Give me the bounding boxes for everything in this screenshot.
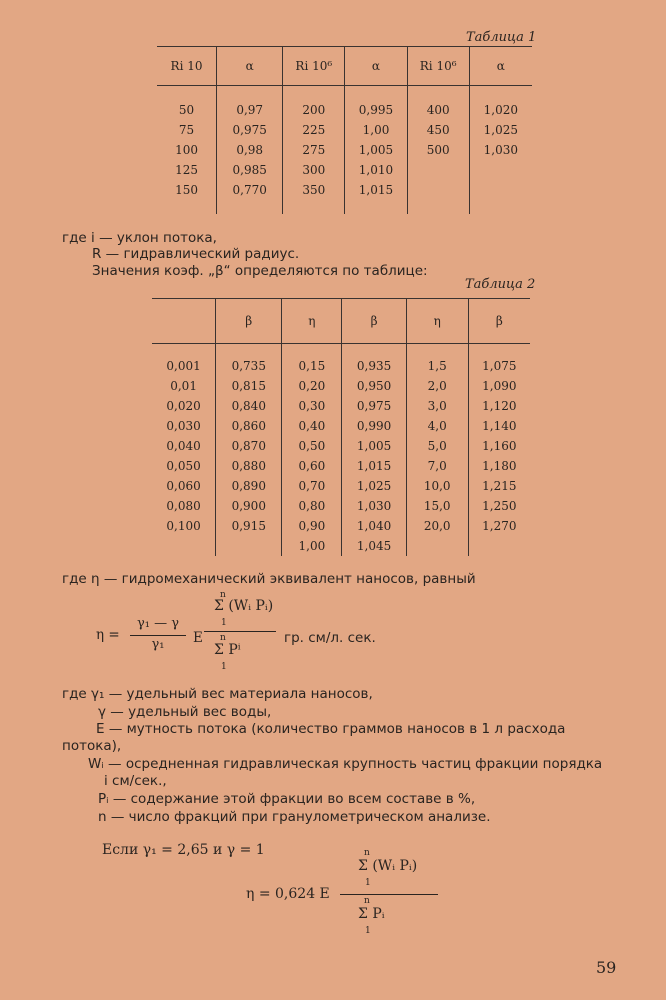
table2-cell: 0,735 [216, 356, 282, 376]
table2-cell: 0,950 [342, 376, 406, 396]
table1-cell: 1,020 [469, 100, 532, 120]
table2-cell: 0,50 [282, 436, 342, 456]
table1-cell: 50 [178, 103, 195, 117]
table1-cell: 300 [283, 160, 345, 180]
formula1-num-sum-upper: n [220, 590, 226, 600]
table1-cell: 450 [407, 120, 469, 140]
table1-cell: 0,770 [217, 180, 283, 200]
formula2-num-sum-upper: n [364, 848, 370, 858]
formula2-denominator: Σ Pᵢ [358, 906, 385, 922]
table2-cell: 10,0 [406, 476, 468, 496]
table2-cell: 0,890 [216, 476, 282, 496]
def-gamma1: где γ₁ — удельный вес материала наносов, [62, 686, 373, 702]
table2-cell: 1,015 [342, 456, 406, 476]
table2-cell: 0,860 [216, 416, 282, 436]
table1-cell: 0,985 [217, 160, 283, 180]
table1-cell: 1,015 [345, 180, 407, 200]
def-E-cont: потока), [62, 738, 122, 754]
table1-cell [407, 160, 469, 180]
formula1-gamma-denominator: γ₁ [151, 637, 165, 652]
table1-cell: 1,005 [345, 140, 407, 160]
formula2-fraction [340, 848, 440, 940]
formula2-num-sum-lower: 1 [365, 878, 371, 888]
formula2-den-sum-lower: 1 [365, 926, 371, 936]
table2-cell: 0,880 [216, 456, 282, 476]
formula1-gamma-numerator: γ₁ — γ [136, 616, 179, 631]
table2-cell: 1,025 [342, 476, 406, 496]
page-number: 59 [596, 958, 617, 977]
table2-cell: 1,270 [468, 516, 530, 536]
table-row [157, 140, 532, 160]
table2-cell: 0,900 [216, 496, 282, 516]
text-line-eta-intro: где η — гидромеханический эквивалент наносов, равный [62, 571, 476, 587]
formula2-lhs: η = 0,624 E [246, 886, 330, 902]
table1-cell: 225 [283, 120, 345, 140]
table-row [152, 396, 530, 416]
def-W-cont: i см/сек., [104, 773, 167, 789]
table-row [152, 416, 530, 436]
table2-cell [216, 536, 282, 556]
table1 [157, 46, 532, 214]
table2-cell: 5,0 [406, 436, 468, 456]
table1-caption: Таблица 1 [466, 30, 537, 45]
table1-cell [407, 180, 469, 200]
table2-cell: 0,915 [216, 516, 282, 536]
table2-cell: 0,100 [166, 519, 201, 533]
table-row [152, 456, 530, 476]
def-P: Pᵢ — содержание этой фракции во всем составе в %, [98, 791, 476, 807]
formula1-E: E [193, 630, 203, 646]
formula1-num-sum-lower: 1 [221, 618, 227, 628]
table-row [157, 120, 532, 140]
table-row [152, 536, 530, 556]
table2-cell: 1,120 [468, 396, 530, 416]
table2-cell: 0,020 [166, 399, 201, 413]
table1-cell: 1,025 [469, 120, 532, 140]
table2-cell [406, 536, 468, 556]
table2-header: β [216, 299, 282, 344]
table2-cell: 0,870 [216, 436, 282, 456]
def-W: Wᵢ — осредненная гидравлическая крупность частиц фракции порядка [88, 756, 603, 772]
table2-header-row [152, 299, 530, 344]
table1-header: Ri 10 [157, 47, 217, 86]
formula2-den-sum-upper: n [364, 896, 370, 906]
table1-cell: 1,030 [469, 140, 532, 160]
table2-header: η [406, 299, 468, 344]
table2-cell: 0,815 [216, 376, 282, 396]
table1-header: Ri 10⁶ [407, 47, 469, 86]
table2-cell: 0,90 [282, 516, 342, 536]
table2-cell: 0,040 [166, 439, 201, 453]
table1-cell: 125 [175, 163, 198, 177]
table-row [152, 516, 530, 536]
table2-cell: 0,80 [282, 496, 342, 516]
table1-header: α [217, 47, 283, 86]
condition-line: Если γ₁ = 2,65 и γ = 1 [102, 842, 265, 858]
table2-header: β [468, 299, 530, 344]
table2-cell: 0,15 [282, 356, 342, 376]
table1-cell: 1,010 [345, 160, 407, 180]
table-row [152, 436, 530, 456]
table2-cell: 1,045 [342, 536, 406, 556]
table2-cell [468, 536, 530, 556]
table-row [152, 476, 530, 496]
table2-cell: 0,40 [282, 416, 342, 436]
table-row [152, 376, 530, 396]
table2-header [152, 299, 216, 344]
table1-header: α [469, 47, 532, 86]
table1-cell: 0,975 [217, 120, 283, 140]
table1-cell: 0,995 [345, 100, 407, 120]
table2-cell: 0,70 [282, 476, 342, 496]
table-row [157, 100, 532, 120]
table1-cell: 0,97 [217, 100, 283, 120]
table1-cell [469, 160, 532, 180]
formula1-sum-fraction [204, 590, 278, 680]
table1-cell: 350 [283, 180, 345, 200]
table2-cell: 3,0 [406, 396, 468, 416]
table2-cell: 1,075 [468, 356, 530, 376]
text-line-slope: где i — уклон потока, [62, 230, 217, 246]
table1-cell: 275 [283, 140, 345, 160]
formula1-gamma-fraction [130, 616, 186, 652]
table2-caption: Таблица 2 [465, 277, 536, 292]
table1-header: α [345, 47, 407, 86]
table1-cell: 200 [283, 100, 345, 120]
table1-cell: 75 [178, 123, 195, 137]
table2-cell: 1,160 [468, 436, 530, 456]
table1-header-row [157, 47, 532, 86]
table-row [152, 356, 530, 376]
table2-cell: 4,0 [406, 416, 468, 436]
table2-cell: 1,215 [468, 476, 530, 496]
table2-cell: 1,250 [468, 496, 530, 516]
table2-cell: 1,040 [342, 516, 406, 536]
table1-header: Ri 10⁶ [283, 47, 345, 86]
table2-cell: 0,990 [342, 416, 406, 436]
table2-header: η [282, 299, 342, 344]
table2-cell: 0,975 [342, 396, 406, 416]
formula1-lhs: η = [96, 627, 120, 643]
table1-cell: 400 [407, 100, 469, 120]
text-line-radius: R — гидравлический радиус. [92, 246, 300, 262]
table2-cell: 0,20 [282, 376, 342, 396]
formula1-den-sum-lower: 1 [221, 662, 227, 672]
table2-cell: 1,140 [468, 416, 530, 436]
table2-cell: 0,01 [170, 379, 197, 393]
table2-cell: 20,0 [406, 516, 468, 536]
table-row [152, 496, 530, 516]
def-E: E — мутность потока (количество граммов наносов в 1 л расхода [96, 721, 566, 737]
table-row [157, 160, 532, 180]
table2-cell [152, 536, 216, 556]
table2-cell: 1,5 [406, 356, 468, 376]
table2-cell: 1,030 [342, 496, 406, 516]
table1-cell: 0,98 [217, 140, 283, 160]
table2-cell: 15,0 [406, 496, 468, 516]
formula1-sum-numerator: Σ (Wᵢ Pᵢ) [214, 598, 274, 614]
table2-cell: 0,840 [216, 396, 282, 416]
table2-cell: 1,005 [342, 436, 406, 456]
table2-cell: 0,050 [166, 459, 201, 473]
def-n: n — число фракций при гранулометрическом анализе. [98, 809, 491, 825]
table2-cell: 0,001 [166, 359, 201, 373]
text-line-beta-intro: Значения коэф. „β“ определяются по таблице: [92, 263, 428, 279]
table2-cell: 7,0 [406, 456, 468, 476]
table1-cell [469, 180, 532, 200]
table1-cell: 100 [175, 143, 198, 157]
table1-cell: 500 [407, 140, 469, 160]
table2-cell: 1,180 [468, 456, 530, 476]
table2-cell: 2,0 [406, 376, 468, 396]
table2-cell: 1,090 [468, 376, 530, 396]
table2-header: β [342, 299, 406, 344]
table2-cell: 0,060 [166, 479, 201, 493]
formula2-numerator: Σ (Wᵢ Pᵢ) [358, 858, 418, 874]
table2-cell: 1,00 [282, 536, 342, 556]
table2-cell: 0,60 [282, 456, 342, 476]
table1-cell: 1,00 [345, 120, 407, 140]
def-gamma: γ — удельный вес воды, [98, 704, 272, 720]
table2-cell: 0,935 [342, 356, 406, 376]
table2-cell: 0,030 [166, 419, 201, 433]
formula1-units: гр. см/л. сек. [284, 630, 376, 646]
table2-cell: 0,30 [282, 396, 342, 416]
table1-cell: 150 [175, 183, 198, 197]
table-row [157, 180, 532, 200]
formula1-den-sum-upper: n [220, 633, 226, 643]
table2-cell: 0,080 [166, 499, 201, 513]
formula1-sum-denominator: Σ Pⁱ [214, 642, 241, 658]
table2 [152, 298, 530, 556]
